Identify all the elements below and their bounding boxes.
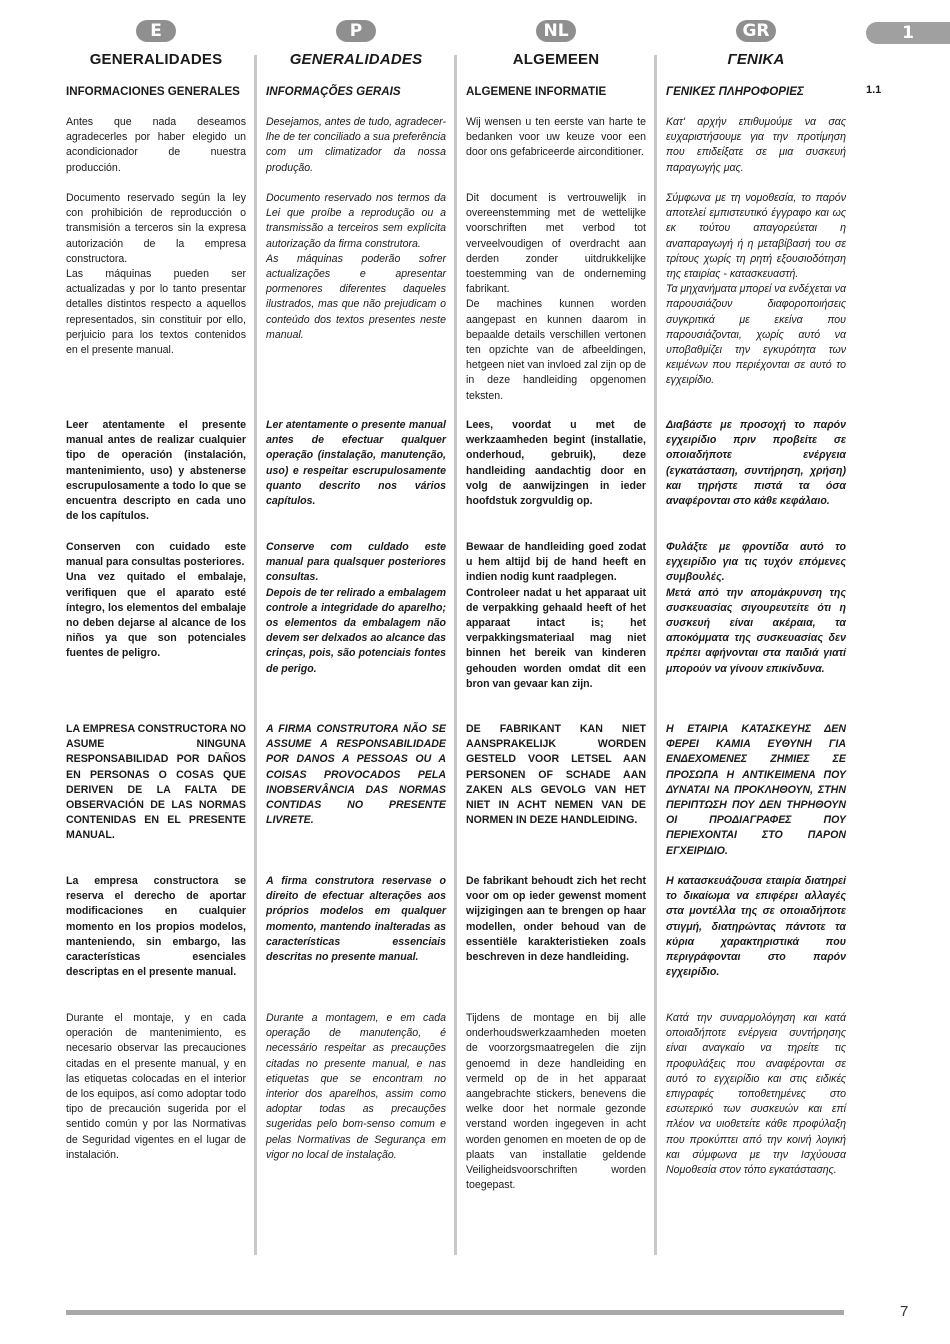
page-number: 7 <box>900 1303 909 1320</box>
paragraph-thanks: Wij wensen u ten eerste van harte te bedanken voor uw keuze voor een door ons gefabriceerde airconditioner. <box>466 116 646 159</box>
paragraph-read-manual: Διαβάστε με προσοχή το παρόν εγχειρίδιο πριν προβείτε σε οποιαδήποτε ενέργεια (εγκατάσταση, συντήρηση, χρήση) και τηρήστε πιστά τα όσα αναφέρονται στο κάθε κεφάλαιο. <box>666 419 846 508</box>
paragraph-part: Τα μηχανήματα μπορεί να ενδέχεται να παρουσιάζουν διαφοροποιήσεις συγκριτικά με εκείνα που παρουσιάζονται, χωρίς αυτό να υποβαθμίζει την εγκυρότητα των κειμένων που περιέχονται σε αυτό το εγχειρίδιο. <box>666 283 847 387</box>
paragraph-keep-manual <box>266 540 446 677</box>
paragraph-part: Una vez quitado el embalaje, verifiquen que el aparato esté íntegro, los elementos del embalaje no deben dejarse al alcance de los niños ya que son potenciales fuentes de peligro. <box>66 571 246 660</box>
paragraph-keep-manual <box>666 540 846 677</box>
paragraph-confidential <box>466 191 646 404</box>
paragraph-modifications: De fabrikant behoudt zich het recht voor om op ieder gewenst moment wijzigingen aan te brengen op haar modellen, onder behoud van de essentiële karakteristieken zoals beschreven in deze handleiding. <box>466 875 646 964</box>
paragraph-thanks: Desejamos, antes de tudo, agradecer-lhe de ter conciliado a sua preferência com um climatizador da nossa produção. <box>266 116 447 174</box>
column-subtitle: INFORMAÇÕES GERAIS <box>266 85 401 98</box>
column-subtitle: ALGEMENE INFORMATIE <box>466 85 607 98</box>
paragraph-thanks: Antes que nada deseamos agradecerles por haber elegido un acondicionador de nuestra producción. <box>66 116 246 174</box>
paragraph-keep-manual <box>466 540 646 692</box>
paragraph-precautions: Κατά την συναρμολόγηση και κατά οποιαδήποτε ενέργεια συντήρησης είναι αναγκαίο να τηρείτε τις προφυλάξεις που αναφέρονται σε αυτό το εγχειρίδιο και στις ειδικές επιγραφές τοποθετημένες στο εσωτερικό των συσκευών και επί πλέον να υιοθετείτε κάθε προφύλαξη που προκύπτει από την κοινή λογική και σύμφωνα με την Ισχύουσα Νομοθεσία στον τόπο εγκατάστασης. <box>666 1012 846 1177</box>
paragraph-liability: A FIRMA CONSTRUTORA NÃO SE ASSUME A RESPONSABILIDADE POR DANOS A PESSOAS OU A COISAS PROVOCADOS PELA INOBSERVÂNCIA DAS NORMAS CONTIDAS NO PRESENTE LIVRETE. <box>266 723 446 827</box>
language-badge-nl: NL <box>536 20 576 42</box>
paragraph-modifications: Η κατασκευάζουσα εταιρία διατηρεί το δικαίωμα να επιφέρει αλλαγές στα μοντέλλα της σε οποιαδήποτε στιγμή, διατηρώντας πάντοτε τα κύρια χαρακτηριστικά που περιγράφονται στο παρόν εγχειρίδιο. <box>666 875 846 979</box>
paragraph-read-manual: Leer atentamente el presente manual antes de realizar cualquier tipo de operación (instalación, mantenimiento, uso) y abstenerse escrupulosamente a todo lo que se encuentra descripto en cada uno de los capítulos. <box>66 419 246 523</box>
paragraph-keep-manual <box>66 540 246 662</box>
column-divider <box>654 55 657 1255</box>
paragraph-part: As máquinas poderão sofrer actualizações e apresentar pormenores diferentes daqueles ilustrados, mas que não prejudicam o conteúdo dos textos presentes neste manual. <box>266 252 446 341</box>
section-number: 1.1 <box>866 84 882 96</box>
language-badge-es: E <box>136 20 176 42</box>
paragraph-part: Las máquinas pueden ser actualizadas y por lo tanto presentar detalles distintos respecto a aquellos representados, sin constituir por ello, perjuicio para los textos contenidos en el presente manual. <box>66 268 246 357</box>
column-divider <box>254 55 257 1255</box>
column-title: GENERALIDADES <box>289 51 423 68</box>
paragraph-part: Documento reservado nos termos da Lei que proíbe a reprodução ou a transmissão a terceiros sem explícita autorização da firma construtora. <box>266 192 446 250</box>
paragraph-modifications: La empresa constructora se reserva el derecho de aportar modificaciones en cualquier momento en los propios modelos, manteniendo, sin embargo, las características esenciales descriptas en el presente manual. <box>66 875 246 979</box>
language-badge-gr: GR <box>736 20 776 42</box>
paragraph-confidential <box>266 191 446 343</box>
column-title: GENERALIDADES <box>89 51 223 68</box>
paragraph-liability: LA EMPRESA CONSTRUCTORA NO ASUME NINGUNA RESPONSABILIDAD POR DAÑOS EN PERSONAS O COSAS QUE DERIVEN DE LA FALTA DE OBSERVACIÓN DE LAS NORMAS CONTENIDAS EN EL PRESENTE MANUAL. <box>66 723 246 842</box>
language-badge-pt: P <box>336 20 376 42</box>
paragraph-part: Bewaar de handleiding goed zodat u hem altijd bij de hand heeft en indien nodig kunt raadplegen. <box>466 541 646 584</box>
paragraph-part: Σύμφωνα με τη νομοθεσία, το παρόν αποτελεί εμπιστευτικό έγγραφο και ως εκ τούτου απαγορεύεται η αναπαραγωγή ή η μεταβίβασή του σε τρίτους χωρίς τη ρητή εξουσιοδότηση της εταιρίας - κατασκευαστή. <box>666 192 846 281</box>
paragraph-part: Depois de ter relirado a embalagem controle a integridade do aparelho; os elementos da embalagem não devem ser delxados ao alcance das crinças, pois, são potenciais fontes de perigo. <box>266 586 446 675</box>
column-divider <box>454 55 457 1255</box>
paragraph-part: Dit document is vertrouwelijk in overeenstemming met de wettelijke voorschriften met verbod tot verveelvoudigen of overdracht aan derden zonder uitdrukkelijke toestemming van de onderneming fabrikant. <box>466 192 646 296</box>
paragraph-precautions: Durante el montaje, y en cada operación de mantenimiento, es necesario observar las precauciones citadas en el presente manual, y en las etiquetas colocadas en el interior de los equipos, así como adoptar todo tipo de precaución sugerida por el sentido común y por las Normativas de Seguridad vigentes en el lugar de instalación. <box>66 1012 246 1161</box>
paragraph-part: Conserven con cuidado este manual para consultas posteriores. <box>66 541 246 569</box>
paragraph-part: Μετά από την απομάκρυνση της συσκευασίας σιγουρευτείτε ότι η συσκευή είναι ακέραια, τα αποκόμματα της συσκευασίας δεν πρέπει αφήνονται στα παιδιά γιατί μπορούν να γίνουν επικίνδυνα. <box>666 586 846 675</box>
paragraph-liability: Η ΕΤΑΙΡΙΑ ΚΑΤΑΣΚΕΥΗΣ ΔΕΝ ΦΕΡΕΙ ΚΑΜΙΑ ΕΥΘΥΝΗ ΓΙΑ ΕΝΔΕΧΟΜΕΝΕΣ ΖΗΜΙΕΣ ΣΕ ΠΡΟΣΩΠΑ Η ΑΝΤΙΚΕΙΜΕΝΑ ΠΟΥ ΔΥΝΑΤΑΙ ΝΑ ΠΡΟΚΛΗΘΟΥΝ, ΣΤΗΝ ΠΕΡΙΠΤΩΣΗ ΠΟΥ ΔΕΝ ΤΗΡΗΘΟΥΝ ΟΙ ΠΡΟΔΙΑΓΡΑΦΕΣ ΠΟΥ ΠΕΡΙΕΧΟΝΤΑΙ ΣΤΟ ΠΑΡΟΝ ΕΓΧΕΙΡΙΔΙΟ. <box>666 723 846 857</box>
paragraph-read-manual: Ler atentamente o presente manual antes de efectuar qualquer operação (instalação, manutenção, uso) e respeitar escrupulosamente quanto descrito nos vários capítulos. <box>266 419 446 508</box>
paragraph-part: Documento reservado según la ley con prohibición de reproducción o transmisión a terceros sin la expresa autorización de la empresa constructora. <box>66 192 246 265</box>
paragraph-part: Conserve com culdado este manual para qualsquer posteriores consultas. <box>266 541 446 584</box>
paragraph-confidential <box>66 191 246 358</box>
paragraph-part: De machines kunnen worden aangepast en kunnen daarom in bepaalde details verschillen vertonen ten opzichte van de afbeeldingen, hetgeen niet van invloed zal zijn op de in deze handleiding opgenomen teksten. <box>466 298 646 402</box>
paragraph-part: Controleer nadat u het apparaat uit de verpakking gehaald heeft of het apparaat intact is; het verpakkingsmateriaal mag niet binnen het bereik van kinderen gehouden worden omdat dit een bron van gevaar kan zijn. <box>466 586 646 690</box>
paragraph-confidential <box>666 191 846 389</box>
column-subtitle: INFORMACIONES GENERALES <box>66 85 240 98</box>
paragraph-read-manual: Lees, voordat u met de werkzaamheden begint (installatie, onderhoud, gebruik), deze handleiding aandachtig door en volg de aanwijzingen in ieder hoofdstuk zorgvuldig op. <box>466 419 646 508</box>
paragraph-modifications: A firma construtora reservase o direito de efectuar alterações aos próprios modelos em qualquer momento, mantendo inalteradas as características essenciais descritas no presente manual. <box>266 875 446 964</box>
column-title: ALGEMEEN <box>512 51 600 68</box>
column-title: ΓΕΝΙΚΑ <box>727 51 785 68</box>
paragraph-precautions: Tijdens de montage en bij alle onderhoudswerkzaamheden moeten de voorzorgsmaatregelen die zijn genoemd in deze handleiding en vermeld op de in het apparaat aangebrachte stickers, benevens die welke door het normale gezonde verstand worden ingegeven in acht worden genomen en moeten de op de plaats van installatie geldende Veiligheidsvoorschriften worden toegepast. <box>466 1012 646 1192</box>
footer-rule <box>66 1310 844 1315</box>
paragraph-liability: DE FABRIKANT KAN NIET AANSPRAKELIJK WORDEN GESTELD VOOR LETSEL AAN PERSONEN OF SCHADE AAN ZAKEN ALS GEVOLG VAN HET NIET IN ACHT NEMEN VAN DE NORMEN IN DEZE HANDLEIDING. <box>466 723 646 827</box>
chapter-tab: 1 <box>866 22 950 44</box>
paragraph-part: Φυλάξτε με φροντίδα αυτό το εγχειρίδιο για τις τυχόν επόμενες συμβουλές. <box>666 541 846 584</box>
column-subtitle: ΓΕΝΙΚΕΣ ΠΛΗΡΟΦΟΡΙΕΣ <box>666 85 804 98</box>
paragraph-precautions: Durante a montagem, e em cada operação de manutenção, é necessário respeitar as precauções citadas no presente manual, e nas etiquetas que se encontram no interior dos aparelhos, assim como adoptar todas as precauções sugeridas pelo bom-senso comum e pelas Normativas de Segurança em vigor no local de instalação. <box>266 1012 446 1161</box>
paragraph-thanks: Κατ' αρχήν επιθυμούμε να σας ευχαριστήσουμε για την προτίμηση που επιδείξατε σε μια συσκευή παραγωγής μας. <box>666 116 846 174</box>
